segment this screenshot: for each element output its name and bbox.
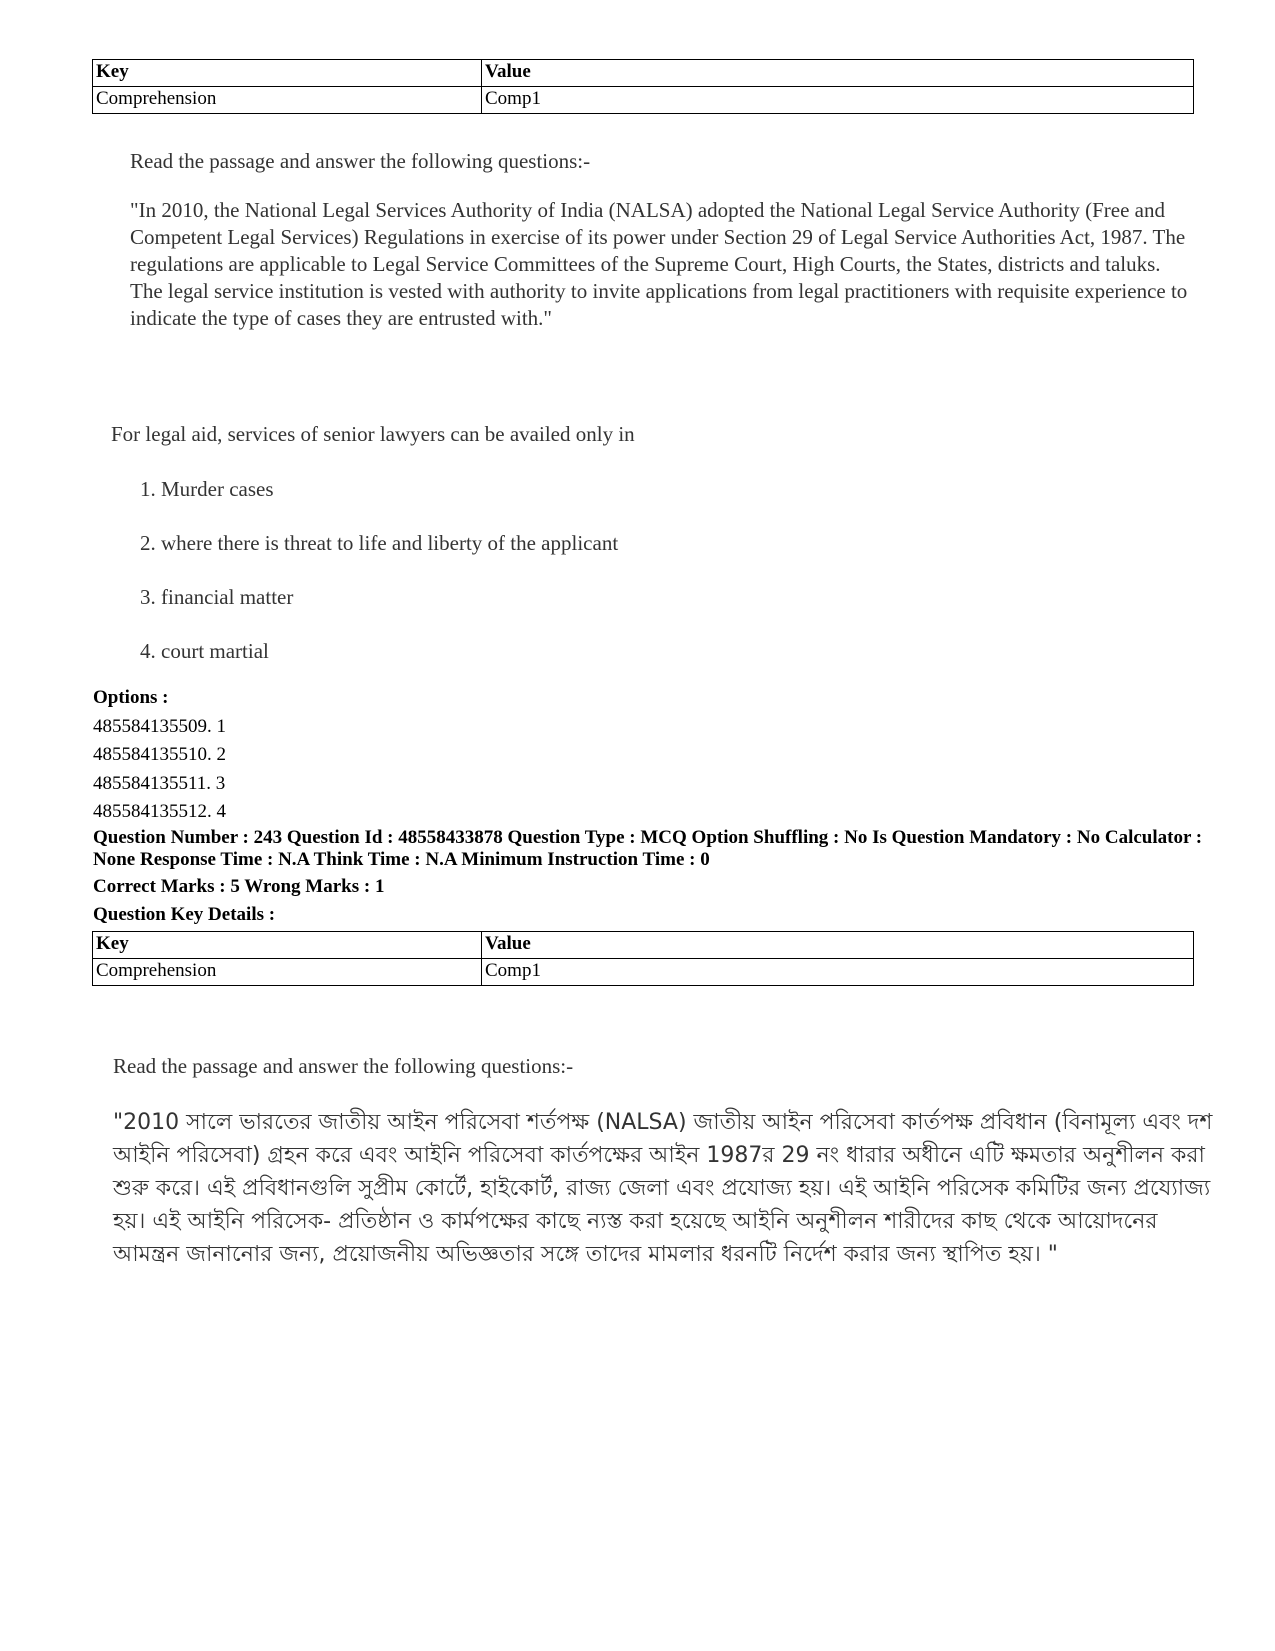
- table-cell-key: Comprehension: [93, 87, 482, 114]
- passage-english: [130, 148, 1190, 332]
- table-header-value: Value: [482, 932, 1194, 959]
- choice-item: 3. financial matter: [140, 585, 294, 609]
- choice-item: 2. where there is threat to life and liberty of the applicant: [140, 531, 619, 555]
- table-row: [93, 87, 1194, 114]
- option-item: 485584135511. 3: [93, 772, 226, 794]
- table-header-row: [93, 932, 1194, 959]
- passage-bengali: [113, 1053, 1213, 1271]
- table-header-key: Key: [93, 932, 482, 959]
- passage-intro: Read the passage and answer the following questions:-: [113, 1054, 574, 1078]
- option-item: 485584135510. 2: [93, 744, 226, 765]
- choice-item: 1. Murder cases: [140, 477, 274, 501]
- table-cell-value: Comp1: [482, 87, 1194, 114]
- question-text: [111, 421, 1011, 448]
- passage-intro: Read the passage and answer the following questions:-: [130, 149, 591, 173]
- table-row: [93, 959, 1194, 986]
- question-marks: Correct Marks : 5 Wrong Marks : 1: [93, 876, 385, 897]
- table-cell-key: Comprehension: [93, 959, 482, 986]
- table-header-row: [93, 60, 1194, 87]
- passage-body: "In 2010, the National Legal Services Authority of India (NALSA) adopted the National Legal Service Authority (Free and Competent Legal Services) Regulations in exercise of its power under Section 29 of Legal Service Authorities Act, 1987. The regulations are applicable to Legal Service Committees of the Supreme Court, High Courts, the States, districts and taluks. The legal service institution is vested with authority to invite applications from legal practitioners with requisite experience to indicate the type of cases they are entrusted with.": [130, 198, 1188, 330]
- passage-body: "2010 সালে ভারতের জাতীয় আইন পরিসেবা শর্তপক্ষ (NALSA) জাতীয় আইন পরিসেবা কার্তপক্ষ প্রবিধান (বিনামূল্য এবং দশ আইনি পরিসেবা) গ্রহন করে এবং আইনি পরিসেবা কার্তপক্ষের আইন 1987র 29 নং ধারার অধীনে এটি ক্ষমতার অনুশীলন করা শুরু করে। এই প্রবিধানগুলি সুপ্রীম কোর্টে, হাইকোর্ট, রাজ্য জেলা এবং প্রযোজ্য হয়। এই আইনি পরিসেক কমিটির জন্য প্রয্যোজ্য হয়। এই আইনি পরিসেক- প্রতিষ্ঠান ও কার্মপক্ষের কাছে ন্যস্ত করা হয়েছে আইনি অনুশীলন শারীদের কাছ থেকে আয়োদনের আমন্ত্রন জানানোর জন্য, প্রয়োজনীয় অভিজ্ঞতার সঙ্গে তাদের মামলার ধরনটি নির্দেশ করার জন্য স্থাপিত হয়। ": [113, 1110, 1213, 1267]
- question-key-details-label: Question Key Details :: [93, 904, 276, 925]
- option-item: 485584135509. 1: [93, 715, 226, 737]
- table-header-key: Key: [93, 60, 482, 87]
- table-cell-value: Comp1: [482, 959, 1194, 986]
- options-block: [93, 684, 226, 827]
- question-key-table-1: [92, 59, 1194, 114]
- question-key-table-2: [92, 931, 1194, 986]
- question-meta: Question Number : 243 Question Id : 48558433878 Question Type : MCQ Option Shuffling : No Is Question Mandatory : No Calculator : None Response Time : N.A Think Time : N.A Minimum Instruction Time : 0: [93, 827, 1203, 870]
- choice-item: 4. court martial: [140, 639, 269, 663]
- option-item: 485584135512. 4: [93, 801, 226, 822]
- question-stem: For legal aid, services of senior lawyers can be availed only in: [111, 422, 635, 446]
- table-header-value: Value: [482, 60, 1194, 87]
- options-label: Options :: [93, 687, 169, 708]
- question-choices: [140, 476, 618, 692]
